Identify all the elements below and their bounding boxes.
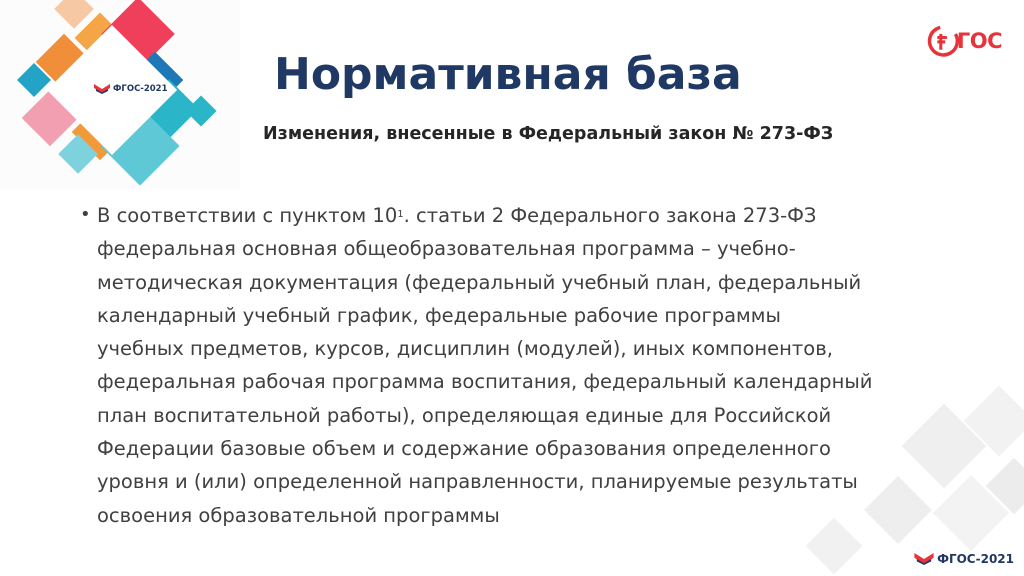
body-text-segment: . статьи 2 Федерального закона 273-ФЗ xyxy=(403,204,817,227)
body-line xyxy=(80,198,1000,232)
chevron-logo-icon xyxy=(94,84,110,94)
decorative-diamonds-top-left xyxy=(0,0,240,190)
fgos-logo xyxy=(926,18,1002,64)
body-line: федеральная основная общеобразовательная программа – учебно- xyxy=(97,237,796,261)
body-line: федеральная рабочая программа воспитания, федеральный календарный xyxy=(97,370,873,394)
body-paragraph xyxy=(80,198,1000,532)
footer-logo xyxy=(914,552,1014,566)
body-text-segment: В соответствии с пунктом 10 xyxy=(97,204,398,227)
fgos-2021-badge xyxy=(94,84,168,94)
badge-text: ФГОС-2021 xyxy=(113,84,168,94)
body-line: освоения образовательной программы xyxy=(97,503,500,527)
body-line: методическая документация (федеральный учебный план, федеральный xyxy=(97,270,862,294)
footer-logo-text: ФГОС-2021 xyxy=(937,552,1014,566)
page-title: Нормативная база xyxy=(274,49,742,100)
page-subtitle: Изменения, внесенные в Федеральный закон № 273-ФЗ xyxy=(263,124,834,144)
body-line: учебных предметов, курсов, дисциплин (модулей), иных компонентов, xyxy=(97,337,833,361)
fgos-logo-icon xyxy=(926,22,961,60)
body-line: календарный учебный график, федеральные рабочие программы xyxy=(97,303,781,327)
footnote-superscript: 1 xyxy=(397,209,404,220)
body-line: Федерации базовые объем и содержание образования определенного xyxy=(97,437,831,461)
chevron-logo-icon xyxy=(914,553,934,565)
bullet-marker: • xyxy=(80,204,91,225)
body-line: план воспитательной работы), определяющая единые для Российской xyxy=(97,403,832,427)
body-line: уровня и (или) определенной направленности, планируемые результаты xyxy=(97,470,858,494)
fgos-logo-text: ГОС xyxy=(956,29,1002,53)
